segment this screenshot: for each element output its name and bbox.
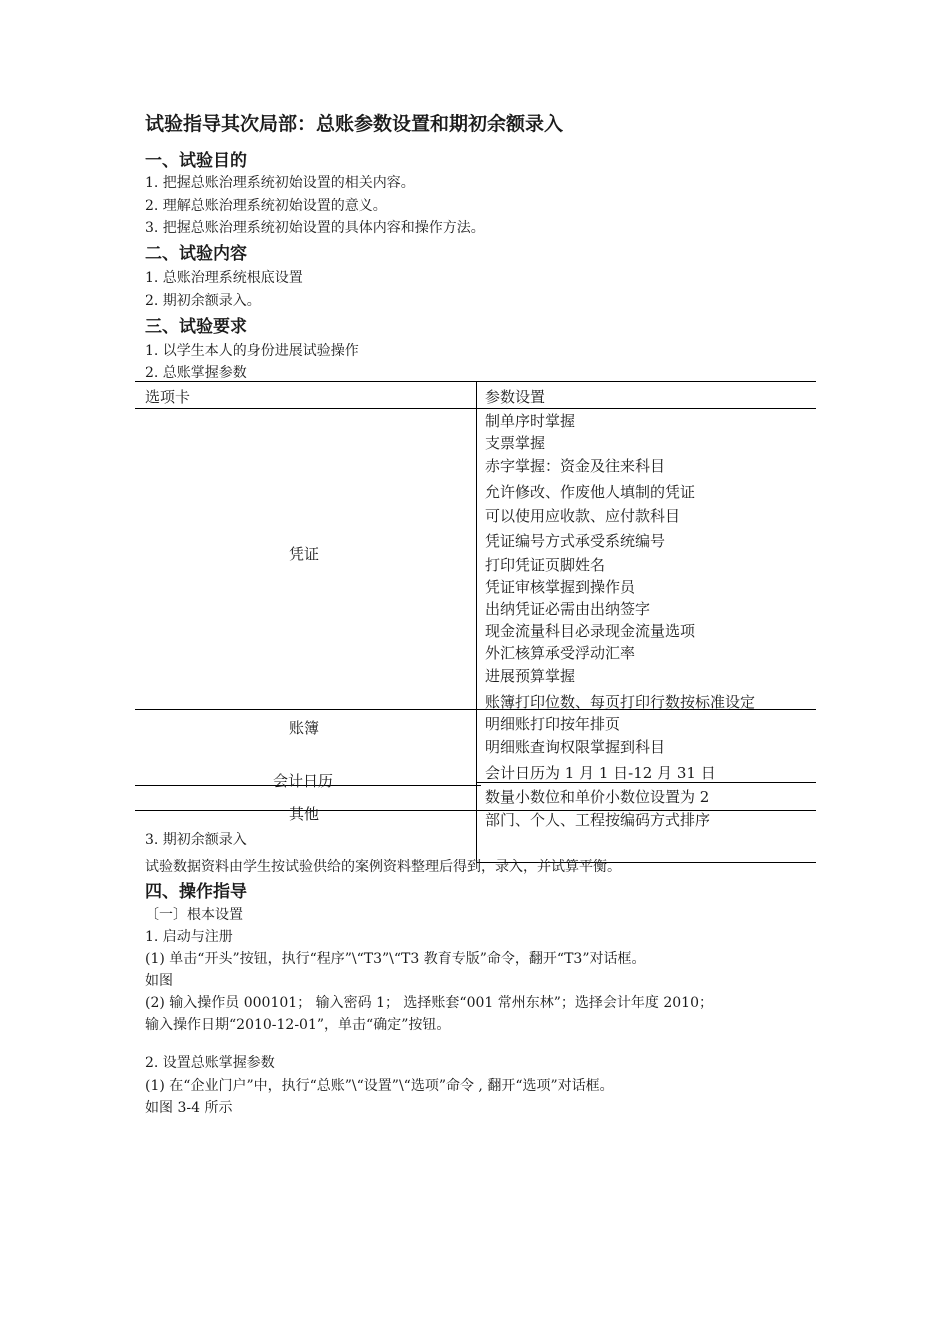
param-row: 数量小数位和单价小数位设置为 2 (485, 788, 710, 806)
group-voucher: 凭证 (289, 545, 320, 563)
guide-paragraph: (2) 输入操作员 000101； 输入密码 1； 选择账套“001 常州东林”；选择会计年度 2010； (145, 995, 713, 1011)
guide-step: 2. 设置总账掌握参数 (145, 1055, 275, 1071)
requirement-item: 2. 总账掌握参数 (145, 365, 247, 381)
requirement-item: 3. 期初余额录入 (145, 832, 247, 848)
param-row: 会计日历为 1 月 1 日-12 月 31 日 (485, 764, 716, 782)
goal-item: 2. 理解总账治理系统初始设置的意义。 (145, 198, 387, 214)
goal-item: 1. 把握总账治理系统初始设置的相关内容。 (145, 175, 415, 191)
param-row: 明细账查询权限掌握到科目 (485, 738, 666, 756)
section-heading-requirements: 三、试验要求 (145, 317, 247, 337)
param-row: 允许修改、作废他人填制的凭证 (485, 483, 696, 501)
guide-subheading: 〔一〕根本设置 (145, 907, 243, 923)
requirement-item: 1. 以学生本人的身份进展试验操作 (145, 343, 359, 359)
group-calendar: 会计日历 (273, 772, 334, 790)
goal-item: 3. 把握总账治理系统初始设置的具体内容和操作方法。 (145, 220, 485, 236)
section-heading-goals: 一、试验目的 (145, 151, 247, 171)
param-row: 账簿打印位数、每页打印行数按标准设定 (485, 693, 756, 711)
section-heading-content: 二、试验内容 (145, 244, 247, 264)
param-row: 现金流量科目必录现金流量选项 (485, 622, 696, 640)
content-item: 2. 期初余额录入。 (145, 293, 261, 309)
table-divider (476, 381, 477, 862)
group-other: 其他 (289, 805, 320, 823)
param-row: 明细账打印按年排页 (485, 715, 621, 733)
param-row: 可以使用应收款、应付款科目 (485, 507, 681, 525)
param-row: 打印凭证页脚姓名 (485, 556, 606, 574)
param-row: 出纳凭证必需由出纳签字 (485, 600, 651, 618)
section-heading-guide: 四、操作指导 (145, 882, 247, 902)
param-row: 部门、个人、工程按编码方式排序 (485, 811, 711, 829)
guide-paragraph: (1) 在“企业门户”中，执行“总账”\“设置”\“选项”命令 , 翻开“选项”对话框。 (145, 1078, 614, 1094)
param-row: 凭证审核掌握到操作员 (485, 578, 636, 596)
header-tab: 选项卡 (145, 388, 191, 406)
requirement-note: 试验数据资料由学生按试验供给的案例资料整理后得到，录入，并试算平衡。 (145, 859, 621, 875)
guide-paragraph: (1) 单击“开头”按钮，执行“程序”\“T3”\“T3 教育专版”命令，翻开“T3”对话框。 (145, 951, 646, 967)
content-item: 1. 总账治理系统根底设置 (145, 270, 303, 286)
document-title: 试验指导其次局部：总账参数设置和期初余额录入 (145, 113, 564, 135)
guide-paragraph: 输入操作日期“2010-12-01”，单击“确定”按钮。 (145, 1017, 451, 1033)
param-row: 制单序时掌握 (485, 412, 576, 430)
param-row: 支票掌握 (485, 434, 546, 452)
guide-step: 1. 启动与注册 (145, 929, 233, 945)
param-row: 外汇核算承受浮动汇率 (485, 644, 636, 662)
guide-paragraph: 如图 3-4 所示 (145, 1100, 233, 1116)
param-row: 凭证编号方式承受系统编号 (485, 532, 666, 550)
param-row: 进展预算掌握 (485, 667, 576, 685)
guide-paragraph: 如图 (145, 973, 173, 989)
param-row: 赤字掌握：资金及往来科目 (485, 457, 666, 475)
header-params: 参数设置 (485, 388, 546, 406)
group-ledger: 账簿 (289, 719, 320, 737)
